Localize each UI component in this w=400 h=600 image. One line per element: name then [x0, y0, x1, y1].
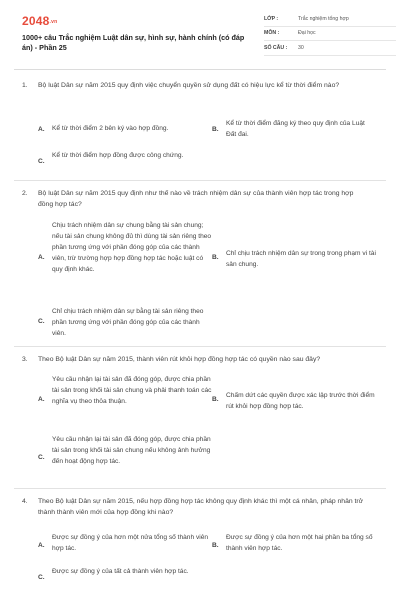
question-2 — [0, 186, 400, 346]
meta-value: Trắc nghiệm tổng hợp — [298, 15, 349, 22]
option-c[interactable]: Yêu cầu nhận lại tài sản đã đóng góp, được chia phần tài sản trong khối tài sản chung nếu không ảnh hưởng đến hoạt động hợp tác. — [52, 436, 211, 465]
option-a[interactable]: Chịu trách nhiệm dân sự chung bằng tài sản chung; nếu tài sản chung không đủ thì dùng tài sản riêng theo phần tương ứng với phần đóng góp của các thành viên, trừ trường hợp hợp đồng hợp tác hoặc luật có quy định khác. — [52, 222, 212, 273]
meta-value: Đại học — [298, 30, 316, 37]
option-letter[interactable]: A. — [38, 126, 45, 133]
question-4 — [0, 494, 400, 600]
option-letter[interactable]: C. — [38, 318, 45, 325]
site-logo[interactable]: 2048.vn — [22, 14, 58, 28]
question-number: 2. — [22, 190, 28, 197]
option-a[interactable]: Được sự đồng ý của hơn một nửa tổng số thành viên hợp tác. — [52, 534, 209, 552]
meta-row-subject — [264, 27, 396, 42]
option-letter[interactable]: A. — [38, 254, 45, 261]
page-header — [14, 0, 386, 70]
option-c[interactable]: Được sự đồng ý của tất cả thành viên hợp tác. — [52, 568, 189, 575]
option-a[interactable]: Kể từ thời điểm 2 bên ký vào hợp đồng. — [52, 125, 169, 132]
option-letter[interactable]: C. — [38, 574, 45, 581]
question-number: 1. — [22, 82, 28, 89]
meta-label: LỚP : — [264, 15, 279, 22]
question-1 — [0, 78, 400, 183]
question-stem: Bộ luật Dân sự năm 2015 quy định việc chuyển quyền sử dụng đất có hiệu lực kể từ thời điểm nào? — [38, 82, 340, 89]
meta-label: SỐ CÂU : — [264, 44, 288, 51]
meta-row-class — [264, 12, 396, 27]
question-stem: Theo Bộ luật Dân sự năm 2015, thành viên rút khỏi hợp đồng hợp tác có quyền nào sau đây? — [38, 356, 321, 363]
option-b[interactable]: Kể từ thời điểm đăng ký theo quy định của Luật Đất đai. — [226, 120, 365, 138]
question-number: 4. — [22, 498, 28, 505]
meta-value: 30 — [298, 44, 304, 51]
option-letter[interactable]: B. — [212, 126, 219, 133]
option-c[interactable]: Kể từ thời điểm hợp đồng được công chứng. — [52, 152, 184, 159]
question-number: 3. — [22, 356, 28, 363]
option-letter[interactable]: B. — [212, 542, 219, 549]
page-title: 1000+ câu Trắc nghiệm Luật dân sự, hình sự, hành chính (có đáp án) - Phần 25 — [22, 33, 245, 52]
option-letter[interactable]: B. — [212, 254, 219, 261]
option-letter[interactable]: A. — [38, 542, 45, 549]
question-3 — [0, 352, 400, 487]
option-b[interactable]: Chấm dứt các quyền được xác lập trước thời điểm rút khỏi hợp đồng hợp tác. — [226, 392, 375, 410]
option-letter[interactable]: C. — [38, 158, 45, 165]
meta-label: MÔN : — [264, 30, 280, 37]
meta-row-count — [264, 41, 396, 56]
question-stem: Theo Bộ luật Dân sự năm 2015, nếu hợp đồng hợp tác không quy định khác thì một cá nhân, pháp nhân trở thành thành viên mới của hợp đồng khi nào? — [38, 498, 364, 516]
divider — [14, 346, 386, 347]
option-letter[interactable]: C. — [38, 454, 45, 461]
meta-info — [264, 12, 396, 56]
option-b[interactable]: Được sự đồng ý của hơn một hai phần ba tổng số thành viên hợp tác. — [226, 534, 373, 552]
option-b[interactable]: Chỉ chịu trách nhiệm dân sự trong trong phạm vi tài sản chung. — [226, 250, 376, 268]
option-letter[interactable]: B. — [212, 396, 219, 403]
question-stem: Bộ luật Dân sự năm 2015 quy định như thế nào về trách nhiệm dân sự của thành viên hợp tác trong hợp đồng hợp tác? — [38, 190, 354, 208]
divider — [14, 180, 386, 181]
option-letter[interactable]: A. — [38, 396, 45, 403]
option-a[interactable]: Yêu cầu nhận lại tài sản đã đóng góp, được chia phần tài sản trong khối tài sản chung và phải thanh toán các nghĩa vụ theo thỏa thuận. — [52, 376, 212, 405]
option-c[interactable]: Chỉ chịu trách nhiệm dân sự bằng tài sản riêng theo phần tương ứng với phần đóng góp của các thành viên. — [52, 308, 204, 337]
divider — [14, 488, 386, 489]
